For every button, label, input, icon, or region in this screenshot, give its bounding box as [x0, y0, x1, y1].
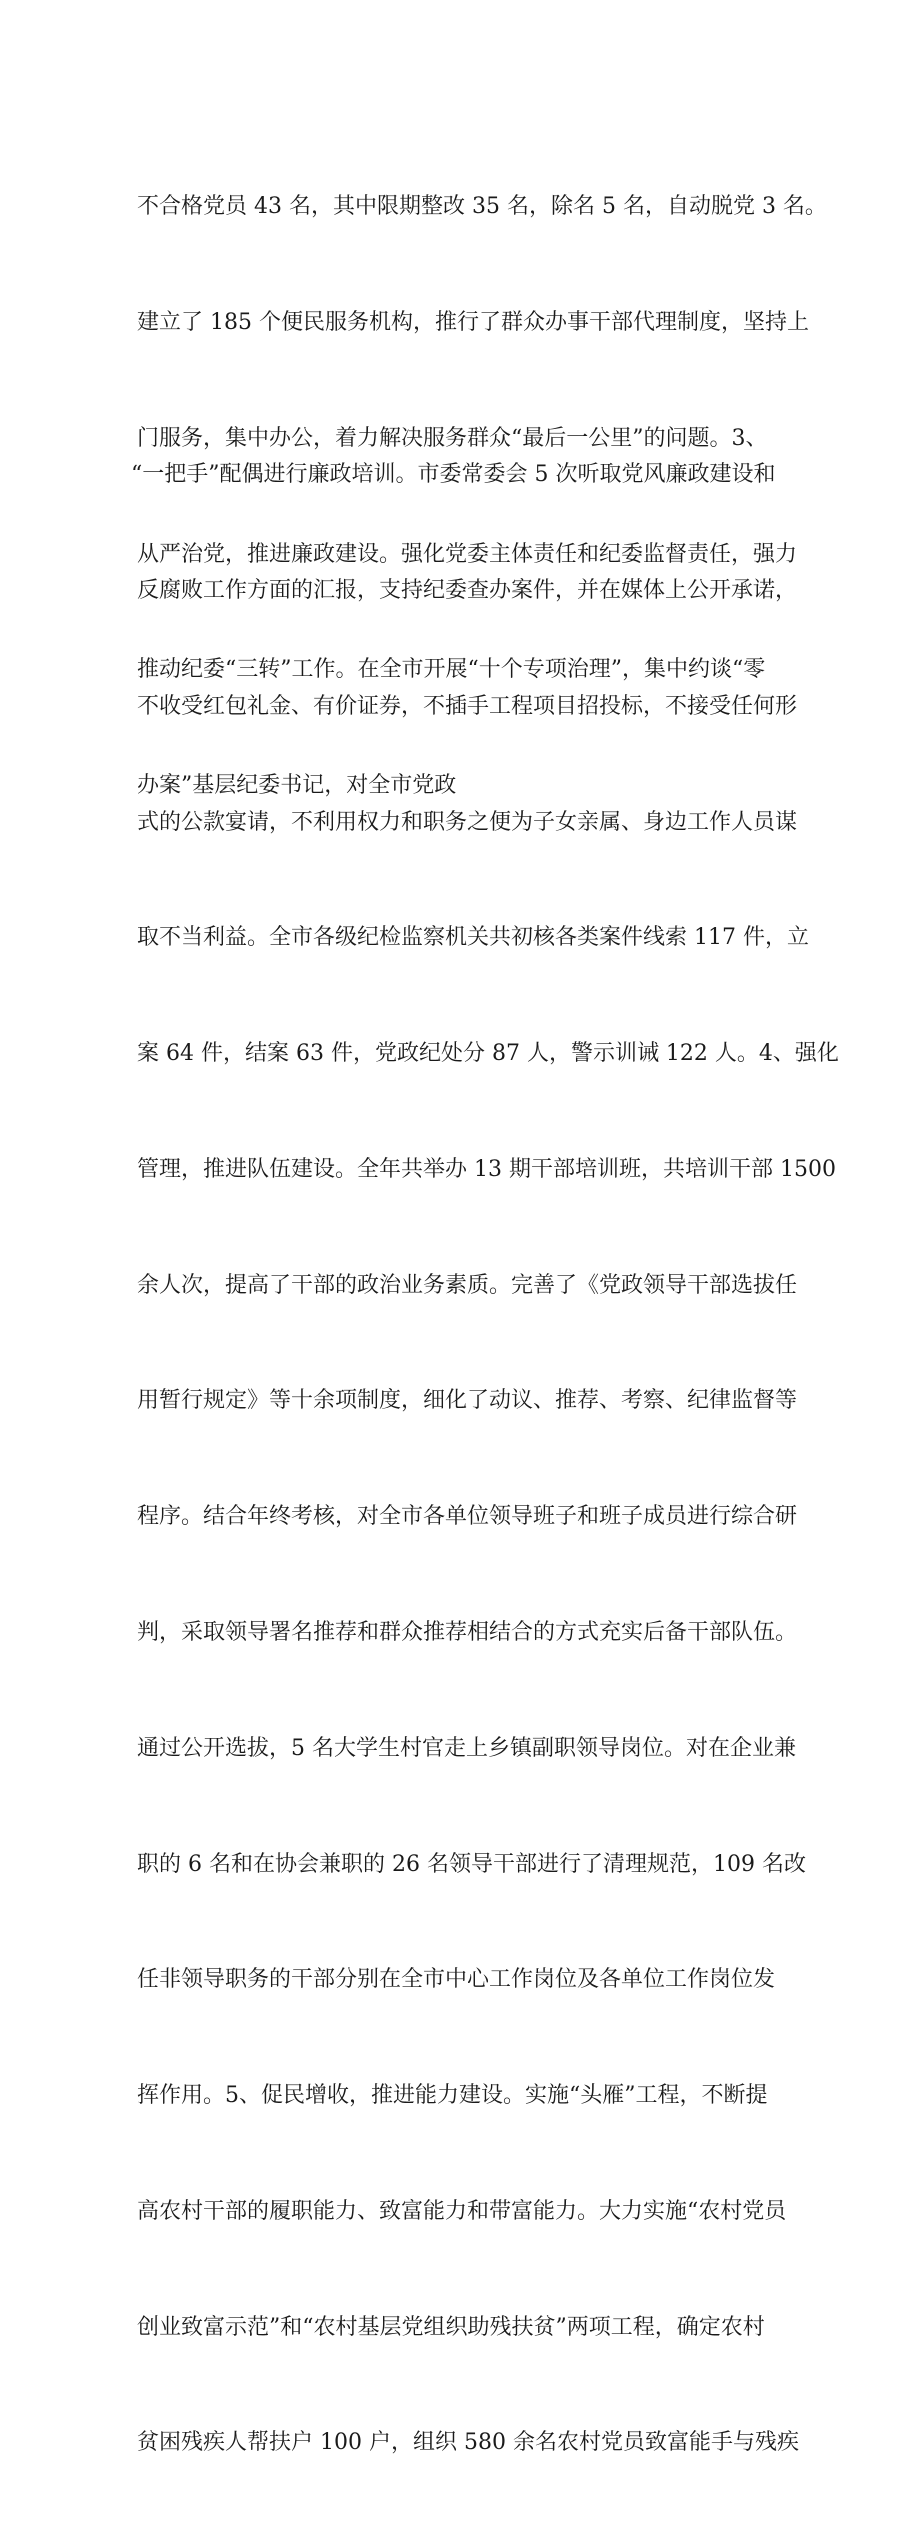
text-line: 式的公款宴请，不利用权力和职务之便为子女亲属、身边工作人员谋	[137, 809, 798, 835]
text-line: 贫困残疾人帮扶户 100 户，组织 580 余名农村党员致富能手与残疾	[137, 2430, 799, 2456]
text-line: 办案”基层纪委书记，对全市党政	[137, 773, 457, 799]
paragraph-part-2	[131, 379, 839, 2540]
text-line: 职的 6 名和在协会兼职的 26 名领导干部进行了清理规范，109 名改	[137, 1851, 806, 1877]
text-line: 挥作用。5、促民增收，推进能力建设。实施“头雁”工程，不断提	[137, 2083, 768, 2109]
text-line: 不收受红包礼金、有价证券，不插手工程项目招投标，不接受任何形	[137, 693, 798, 719]
text-line: 管理，推进队伍建设。全年共举办 13 期干部培训班，共培训干部 1500	[137, 1156, 836, 1182]
text-line: 从严治党，推进廉政建设。强化党委主体责任和纪委监督责任，强力	[137, 541, 798, 567]
text-line: 取不当利益。全市各级纪检监察机关共初核各类案件线索 117 件，立	[137, 925, 809, 951]
text-line: 余人次，提高了干部的政治业务素质。完善了《党政领导干部选拔任	[137, 1272, 798, 1298]
text-line: 建立了 185 个便民服务机构，推行了群众办事干部代理制度，坚持上	[137, 309, 809, 335]
text-line: 创业致富示范”和“农村基层党组织助残扶贫”两项工程，确定农村	[137, 2314, 765, 2340]
text-line: 案 64 件，结案 63 件，党政纪处分 87 人，警示训诫 122 人。4、强化	[137, 1041, 839, 1067]
text-line: 通过公开选拔，5 名大学生村官走上乡镇副职领导岗位。对在企业兼	[137, 1735, 796, 1761]
text-line: 用暂行规定》等十余项制度，细化了动议、推荐、考察、纪律监督等	[137, 1388, 798, 1414]
text-line: 程序。结合年终考核，对全市各单位领导班子和班子成员进行综合研	[137, 1504, 798, 1530]
text-line: 反腐败工作方面的汇报，支持纪委查办案件，并在媒体上公开承诺，	[137, 577, 798, 603]
text-line: 任非领导职务的干部分别在全市中心工作岗位及各单位工作岗位发	[137, 1967, 776, 1993]
text-line: 推动纪委“三转”工作。在全市开展“十个专项治理”，集中约谈“零	[137, 657, 766, 683]
text-line: “一把手”配偶进行廉政培训。市委常委会 5 次听取党风廉政建设和	[131, 462, 776, 488]
text-line: 不合格党员 43 名，其中限期整改 35 名，除名 5 名，自动脱党 3 名。	[137, 194, 827, 220]
text-line: 高农村干部的履职能力、致富能力和带富能力。大力实施“农村党员	[137, 2198, 787, 2224]
text-line: 判，采取领导署名推荐和群众推荐相结合的方式充实后备干部队伍。	[137, 1620, 798, 1645]
text-line: 门服务，集中办公，着力解决服务群众“最后一公里”的问题。3、	[137, 425, 768, 451]
